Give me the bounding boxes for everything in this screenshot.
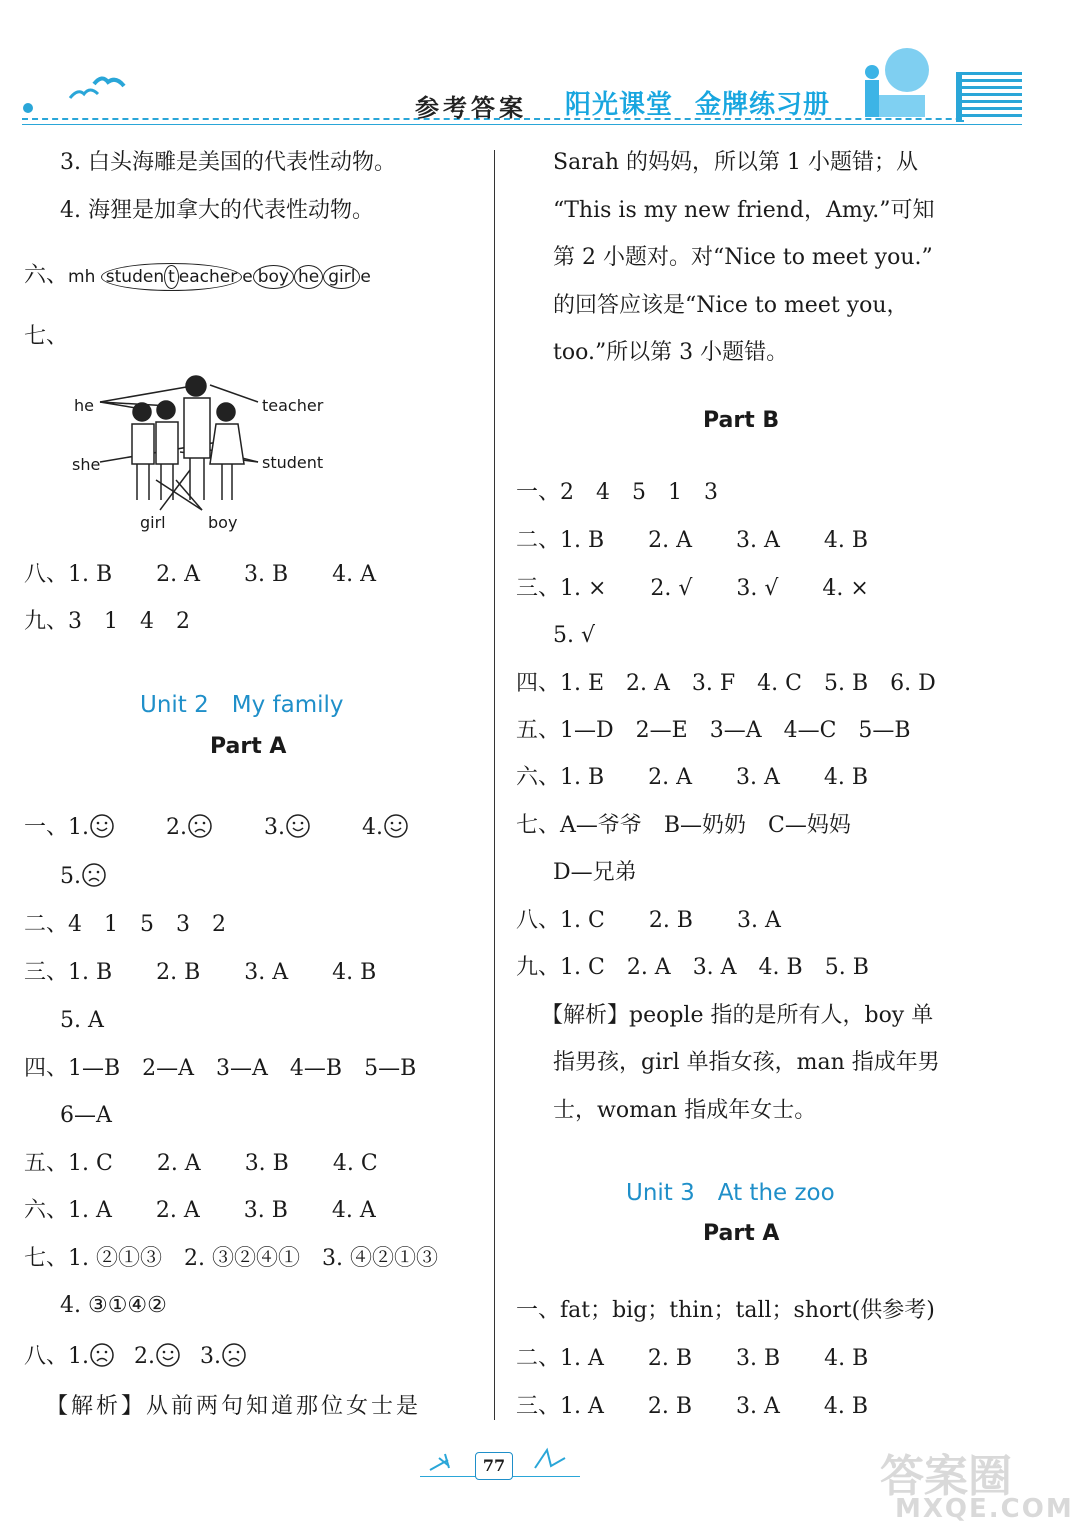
header-brand [565, 84, 852, 121]
watermark-logo: 答案圈 [880, 1451, 1012, 1502]
item-label: 2. [166, 815, 187, 840]
item-label: 2. [134, 1344, 155, 1369]
u2-section-three: 三、1. B 2. B 3. A 4. B [24, 960, 377, 985]
right-line-3: 第 2 小题对。对“Nice to meet you.” [553, 245, 933, 270]
pb-section-six: 六、1. B 2. A 3. A 4. B [516, 765, 869, 790]
word-part: studen [105, 267, 165, 287]
pb-section-one: 一、2 4 5 1 3 [516, 480, 718, 505]
sad-face-icon [187, 813, 213, 839]
u3-section-one: 一、fat；big；thin；tall；short(供参考) [516, 1298, 935, 1323]
item-label: 一、1. [24, 815, 89, 840]
right-line-4: 的回答应该是“Nice to meet you， [553, 293, 909, 318]
section-nine: 九、3 1 4 2 [24, 609, 190, 634]
word-oval: girl [323, 265, 360, 289]
u2-section-two: 二、4 1 5 3 2 [24, 912, 226, 937]
item-label: 4. [362, 815, 383, 840]
left-line-3: 3. 白头海雕是美国的代表性动物。 [60, 150, 396, 175]
u2-section-eight [24, 1342, 247, 1372]
brand-name: 阳光课堂 [565, 90, 674, 120]
word-circle: he [294, 265, 323, 289]
smile-face-icon [285, 813, 311, 839]
pb-section-two: 二、1. B 2. A 3. A 4. B [516, 528, 869, 553]
pb-section-seven-cont: D—兄弟 [553, 860, 637, 885]
left-line-4: 4. 海狸是加拿大的代表性动物。 [60, 198, 374, 223]
brand-series: 金牌练习册 [695, 90, 831, 120]
label-student: student [262, 453, 324, 472]
u3-section-three: 三、1. A 2. B 3. A 4. B [516, 1394, 869, 1419]
u2-section-three-cont: 5. A [60, 1008, 104, 1033]
u2-section-seven-cont: 4. ③①④② [60, 1293, 167, 1318]
header-stripes [962, 72, 1022, 120]
unit-3-part-a: Part A [703, 1221, 780, 1246]
item-label: 3. [200, 1344, 221, 1369]
pb-section-eight: 八、1. C 2. B 3. A [516, 908, 781, 933]
section-eight: 八、1. B 2. A 3. B 4. A [24, 562, 377, 587]
u2-section-four-cont: 6—A [60, 1103, 112, 1128]
smile-face-icon [383, 813, 409, 839]
label-he: he [74, 396, 94, 415]
sad-face-icon [81, 862, 107, 888]
letters: mh [68, 267, 96, 287]
shared-letter: t [164, 265, 179, 289]
pb-section-nine: 九、1. C 2. A 3. A 4. B 5. B [516, 955, 869, 980]
right-line-1: Sarah 的妈妈，所以第 1 小题错；从 [553, 150, 918, 175]
pb-analysis-1: 【解析】people 指的是所有人，boy 单 [541, 1003, 934, 1028]
watermark-url: MXQE.COM [895, 1494, 1074, 1524]
pb-analysis-3: 士，woman 指成年女士。 [553, 1098, 817, 1123]
unit-3-heading: Unit 3 At the zoo [626, 1180, 835, 1206]
word-oval [101, 263, 242, 291]
u2-section-six: 六、1. A 2. A 3. B 4. A [24, 1198, 376, 1223]
pb-section-four: 四、1. E 2. A 3. F 4. C 5. B 6. D [516, 671, 936, 696]
word-oval: boy [253, 265, 294, 289]
item-label: 3. [264, 815, 285, 840]
u2-section-four: 四、1—B 2—A 3—A 4—B 5—B [24, 1056, 417, 1081]
label-she: she [72, 455, 101, 474]
u2-analysis: 【解析】从前两句知道那位女士是 [46, 1394, 422, 1419]
u2-section-one [24, 813, 409, 843]
smile-face-icon [155, 1342, 181, 1368]
word-bubble-row [24, 258, 371, 291]
label-teacher: teacher [262, 396, 324, 415]
header-rule [22, 124, 1022, 125]
unit-2-part-a: Part A [210, 734, 287, 759]
u3-section-two: 二、1. A 2. B 3. B 4. B [516, 1346, 869, 1371]
u2-section-one-cont [60, 862, 107, 892]
section-seven-label: 七、 [24, 324, 69, 349]
pb-section-seven: 七、A—爷爷 B—奶奶 C—妈妈 [516, 813, 851, 838]
smile-face-icon [89, 813, 115, 839]
header-globe-icon [855, 40, 945, 120]
pb-section-three: 三、1. × 2. √ 3. √ 4. × [516, 576, 869, 601]
header-title: 参考答案 [415, 94, 527, 122]
unit-2-heading: Unit 2 My family [140, 692, 344, 718]
right-line-5: too.”所以第 3 小题错。 [553, 340, 789, 365]
pb-section-three-cont: 5. √ [553, 623, 596, 648]
section-six-label: 六、 [24, 263, 69, 288]
letters: e [242, 267, 253, 287]
letters: e [360, 267, 371, 287]
pb-section-five: 五、1—D 2—E 3—A 4—C 5—B [516, 718, 911, 743]
item-label: 八、1. [24, 1344, 89, 1369]
right-line-2: “This is my new friend，Amy.”可知 [553, 198, 935, 223]
u2-section-seven: 七、1. ②①③ 2. ③②④① 3. ④②①③ [24, 1246, 438, 1271]
column-divider [494, 150, 495, 1420]
unit-2-part-b: Part B [703, 408, 780, 433]
word-part: eacher [178, 267, 238, 287]
item-label: 5. [60, 864, 81, 889]
label-girl: girl [140, 513, 166, 532]
header-birds-icon [20, 70, 140, 120]
sad-face-icon [89, 1342, 115, 1368]
sad-face-icon [221, 1342, 247, 1368]
u2-section-five: 五、1. C 2. A 3. B 4. C [24, 1151, 378, 1176]
page-number: 77 [475, 1452, 513, 1480]
pb-analysis-2: 指男孩，girl 单指女孩，man 指成年男 [553, 1050, 940, 1075]
label-boy: boy [208, 513, 238, 532]
